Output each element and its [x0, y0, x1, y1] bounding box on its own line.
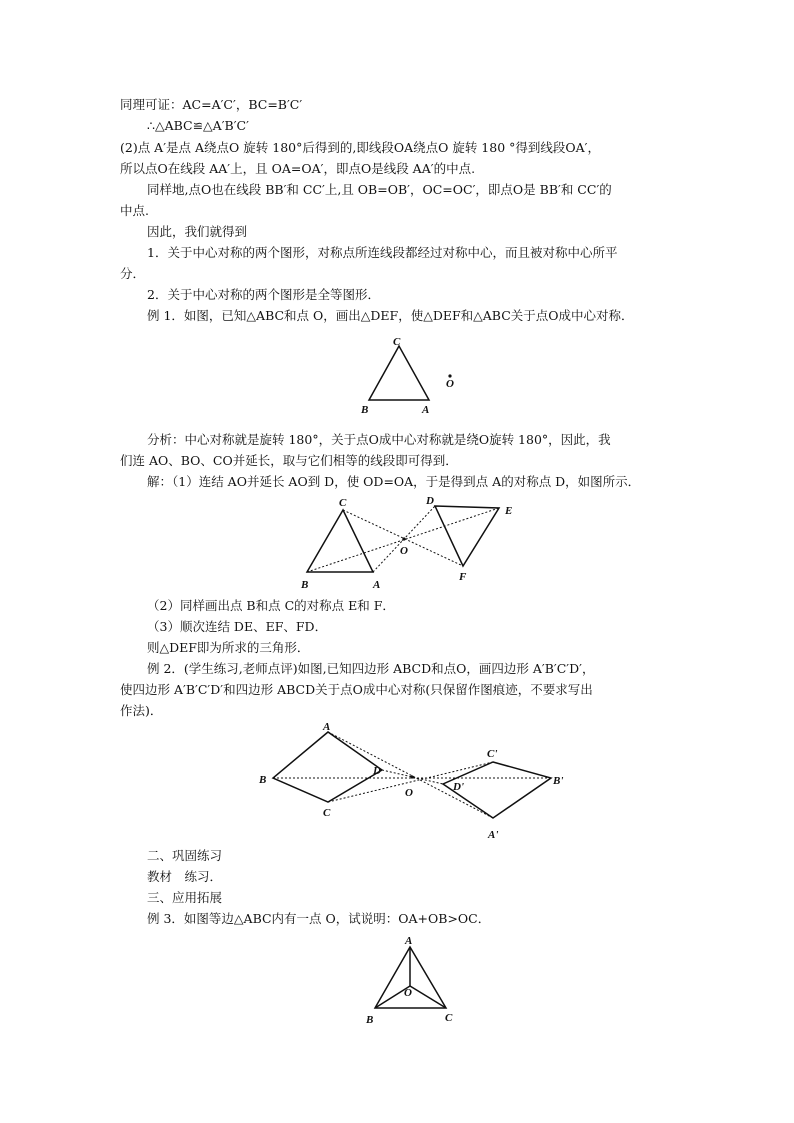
- figure-equilateral-point-o: [360, 930, 460, 1028]
- label-a: A: [405, 935, 413, 947]
- label-b: B: [301, 579, 309, 591]
- label-d: D: [373, 765, 381, 777]
- label-d: D: [426, 495, 434, 507]
- text-line: 同样地,点O也在线段 BB′和 CC′上,且 OB=OB′，OC=OC′，即点O是 BB′和 CC′的: [147, 182, 612, 197]
- text-line: 同理可证：AC=A′C′，BC=B′C′: [120, 97, 303, 112]
- label-a: A: [323, 721, 331, 733]
- label-c: C: [339, 497, 347, 509]
- text-line: 们连 AO、BO、CO并延长，取与它们相等的线段即可得到．: [120, 453, 458, 468]
- label-c: C: [393, 336, 401, 348]
- text-line: 教材 练习．: [147, 869, 223, 884]
- figure-symmetric-triangles: [295, 492, 525, 594]
- figure-triangle-abc: [355, 335, 465, 420]
- text-line: 1．关于中心对称的两个图形，对称点所连线段都经过对称中心，而且被对称中心所平: [147, 245, 618, 260]
- label-b: B: [366, 1014, 374, 1026]
- label-d-prime: D': [453, 781, 464, 793]
- text-line: ∴△ABC≌△A′B′C′: [147, 118, 249, 133]
- label-a: A: [422, 404, 430, 416]
- label-o: O: [405, 787, 413, 799]
- label-o: O: [404, 987, 412, 999]
- label-c-prime: C': [487, 748, 498, 760]
- text-line: 例 1．如图，已知△ABC和点 O，画出△DEF，使△DEF和△ABC关于点O成中心对称．: [147, 308, 634, 323]
- text-line: 所以点O在线段 AA′上，且 OA=OA′，即点O是线段 AA′的中点.: [120, 161, 476, 176]
- label-o: O: [446, 378, 454, 390]
- label-b-prime: B': [553, 775, 564, 787]
- text-line: 解：（1）连结 AO并延长 AO到 D，使 OD=OA，于是得到点 A的对称点 D，如图所示．: [147, 474, 641, 489]
- label-b: B: [259, 774, 267, 786]
- label-a: A: [373, 579, 381, 591]
- label-o: O: [400, 545, 408, 557]
- text-line: 例 3．如图等边△ABC内有一点 O，试说明：OA+OB>OC．: [147, 911, 491, 926]
- text-line: （3）顺次连结 DE、EF、FD．: [147, 619, 328, 634]
- label-c: C: [445, 1012, 453, 1024]
- text-line: （2）同样画出点 B和点 C的对称点 E和 F．: [147, 598, 395, 613]
- label-b: B: [361, 404, 369, 416]
- label-a-prime: A': [488, 829, 499, 841]
- text-line: 因此，我们就得到: [147, 224, 248, 239]
- section-heading: 三、应用拓展: [147, 890, 223, 905]
- text-line: 分析：中心对称就是旋转 180°，关于点O成中心对称就是绕O旋转 180°，因此，我: [147, 432, 611, 447]
- text-line: 使四边形 A′B′C′D′和四边形 ABCD关于点O成中心对称(只保留作图痕迹，不要求写出: [120, 682, 593, 697]
- label-e: E: [505, 505, 513, 517]
- text-line: 作法)．: [120, 703, 163, 718]
- label-f: F: [459, 571, 467, 583]
- label-c: C: [323, 807, 331, 819]
- text-line: 分．: [120, 266, 146, 281]
- text-line: 2．关于中心对称的两个图形是全等图形．: [147, 287, 380, 302]
- section-heading: 二、巩固练习: [147, 848, 223, 863]
- figure-symmetric-quadrilaterals: [255, 720, 575, 845]
- text-line: (2)点 A′是点 A绕点O 旋转 180°后得到的,即线段OA绕点O 旋转 180 °得到线段OA′，: [120, 140, 600, 155]
- text-line: 例 2．(学生练习,老师点评)如图,已知四边形 ABCD和点O，画四边形 A′B′C′D′，: [147, 661, 595, 676]
- text-line: 则△DEF即为所求的三角形．: [147, 640, 310, 655]
- text-line: 中点.: [120, 203, 149, 218]
